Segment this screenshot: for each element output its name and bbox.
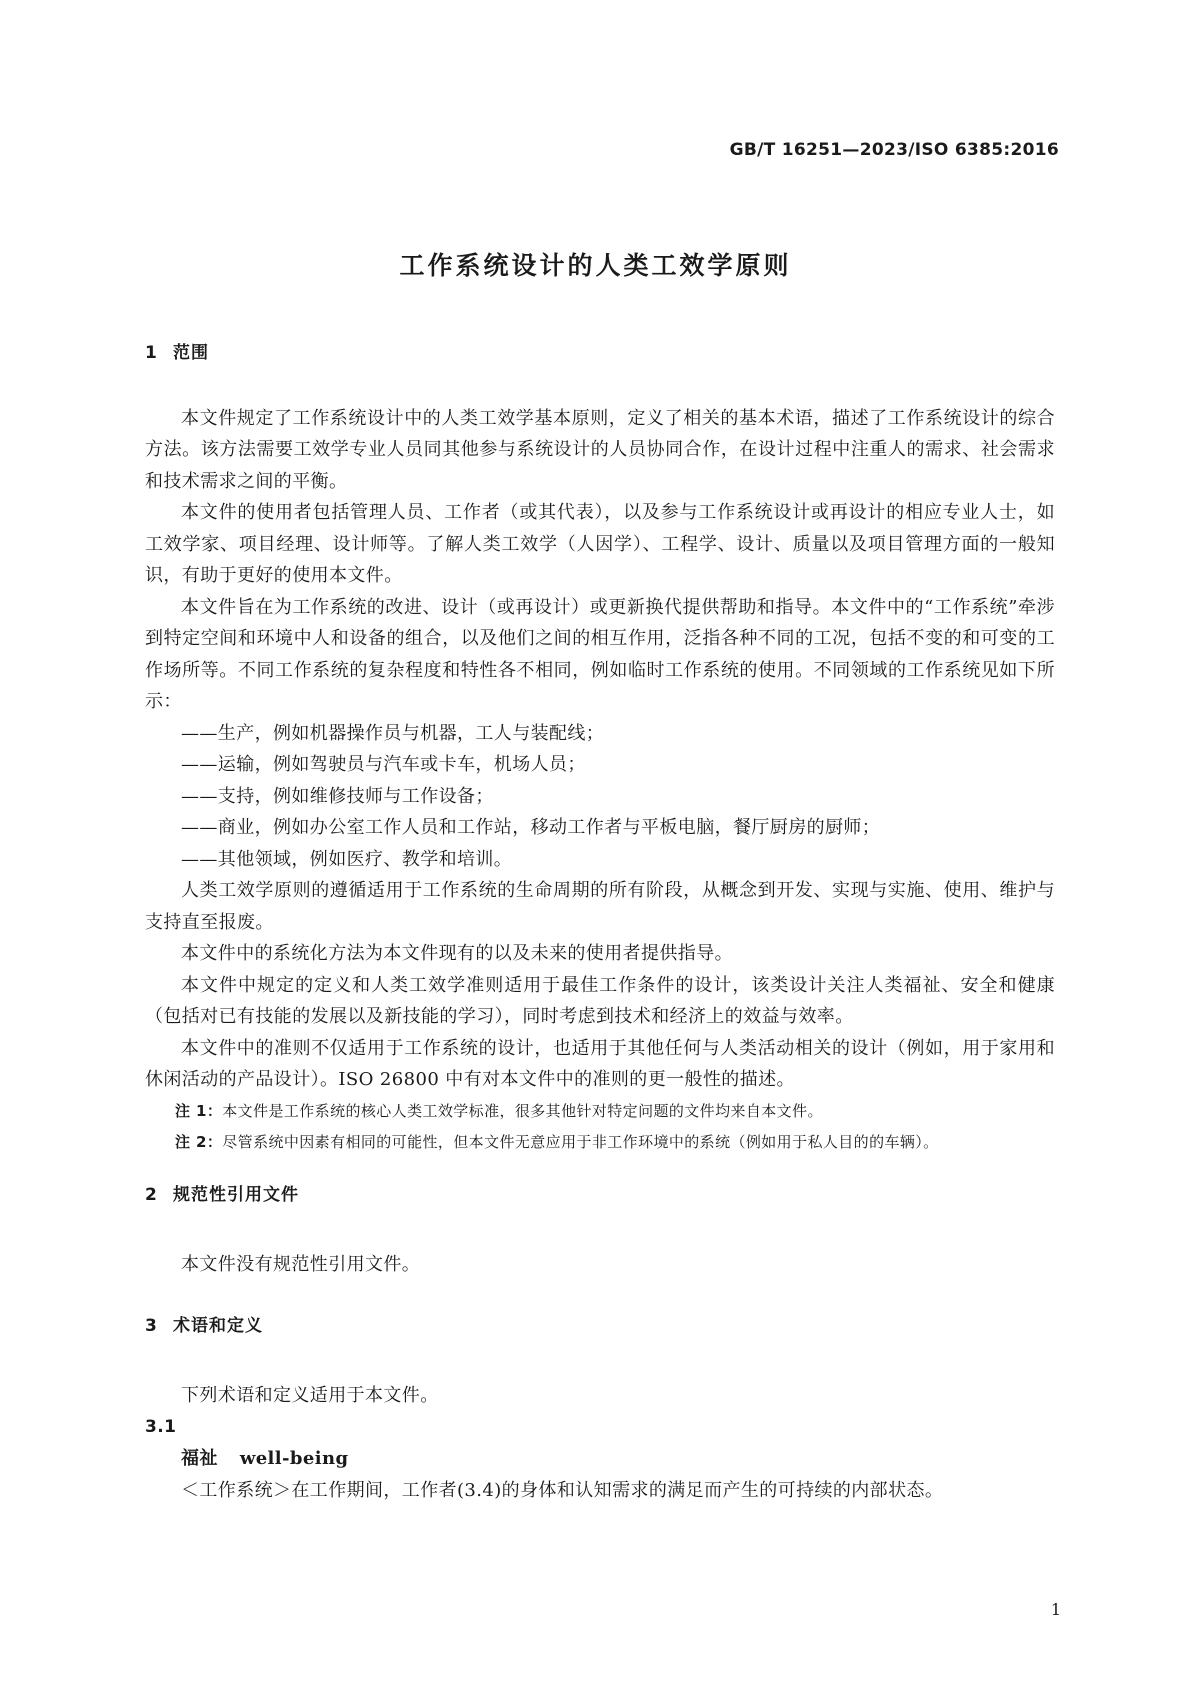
paragraph: 本文件中的系统化方法为本文件现有的以及未来的使用者提供指导。: [181, 943, 733, 964]
list-item: ——生产，例如机器操作员与机器，工人与装配线；: [181, 722, 605, 744]
term-definition: ＜工作系统＞在工作期间，工作者(3.4)的身体和认知需求的满足而产生的可持续的内部状态。: [181, 1479, 944, 1501]
paragraph: 本文件的使用者包括管理人员、工作者（或其代表），以及参与工作系统设计或再设计的相应专业人士，如工效学家、项目经理、设计师等。了解人类工效学（人因学）、工程学、设计、质量以及项目管理方面的一般知识，有助于更好的使用本文件。: [145, 502, 1055, 586]
standard-code: GB/T 16251—2023/ISO 6385:2016: [729, 140, 1059, 160]
section-heading-scope: [145, 338, 1055, 370]
term-zh: 福祉: [181, 1448, 218, 1469]
paragraph: 本文件中的准则不仅适用于工作系统的设计，也适用于其他任何与人类活动相关的设计（例如，用于家用和休闲活动的产品设计）。ISO 26800 中有对本文件中的准则的更一般性的描述。: [145, 1037, 1055, 1090]
note-label: 注 2：: [175, 1132, 223, 1151]
term-en: well-being: [239, 1448, 349, 1469]
paragraph: 本文件没有规范性引用文件。: [181, 1254, 421, 1275]
list-item: ——运输，例如驾驶员与汽车或卡车，机场人员；: [181, 754, 586, 775]
paragraph: 人类工效学原则的遵循适用于工作系统的生命周期的所有阶段，从概念到开发、实现与实施、使用、维护与支持直至报废。: [145, 880, 1055, 933]
section-number: 2: [145, 1184, 158, 1205]
section-heading-normative-references: [145, 1180, 1055, 1212]
document-body: [145, 338, 1055, 1506]
paragraph: 本文件中规定的定义和人类工效学准则适用于最佳工作条件的设计，该类设计关注人类福祉、安全和健康（包括对已有技能的发展以及新技能的学习），同时考虑到技术和经济上的效益与效率。: [145, 974, 1055, 1027]
list-item: ——其他领域，例如医疗、教学和培训。: [181, 848, 513, 870]
document-title: 工作系统设计的人类工效学原则: [399, 251, 792, 280]
note-text: 本文件是工作系统的核心人类工效学标准，很多其他针对特定问题的文件均来自本文件。: [222, 1101, 823, 1120]
list-item: ——商业，例如办公室工作人员和工作站，移动工作者与平板电脑，餐厅厨房的厨师；: [181, 817, 881, 838]
section-heading-terms: [145, 1311, 1055, 1343]
section-number: 1: [145, 343, 158, 363]
term-number: 3.1: [145, 1416, 177, 1437]
section-title: 规范性引用文件: [173, 1184, 299, 1205]
section-number: 3: [145, 1315, 158, 1336]
section-title: 术语和定义: [173, 1315, 263, 1336]
note-label: 注 1：: [175, 1101, 223, 1120]
page-number: 1: [1050, 1600, 1061, 1619]
note-text: 尽管系统中因素有相同的可能性，但本文件无意应用于非工作环境中的系统（例如用于私人目的的车辆）。: [222, 1132, 939, 1151]
paragraph: 本文件旨在为工作系统的改进、设计（或再设计）或更新换代提供帮助和指导。本文件中的“工作系统”牵涉到特定空间和环境中人和设备的组合，以及他们之间的相互作用，泛指各种不同的工况，包括不变的和可变的工作场所等。不同工作系统的复杂程度和特性各不相同，例如临时工作系统的使用。不同领域的工作系统见如下所示：: [145, 596, 1055, 712]
paragraph: 下列术语和定义适用于本文件。: [181, 1385, 439, 1406]
section-title: 范围: [173, 343, 209, 363]
note-1: [145, 1096, 1055, 1127]
paragraph: 本文件规定了工作系统设计中的人类工效学基本原则，定义了相关的基本术语，描述了工作系统设计的综合方法。该方法需要工效学专业人员同其他参与系统设计的人员协同合作，在设计过程中注重人的需求、社会需求和技术需求之间的平衡。: [145, 407, 1055, 492]
list-item: ——支持，例如维修技师与工作设备；: [181, 785, 494, 807]
note-2: [145, 1127, 1055, 1158]
term-entry: [145, 1443, 1055, 1475]
